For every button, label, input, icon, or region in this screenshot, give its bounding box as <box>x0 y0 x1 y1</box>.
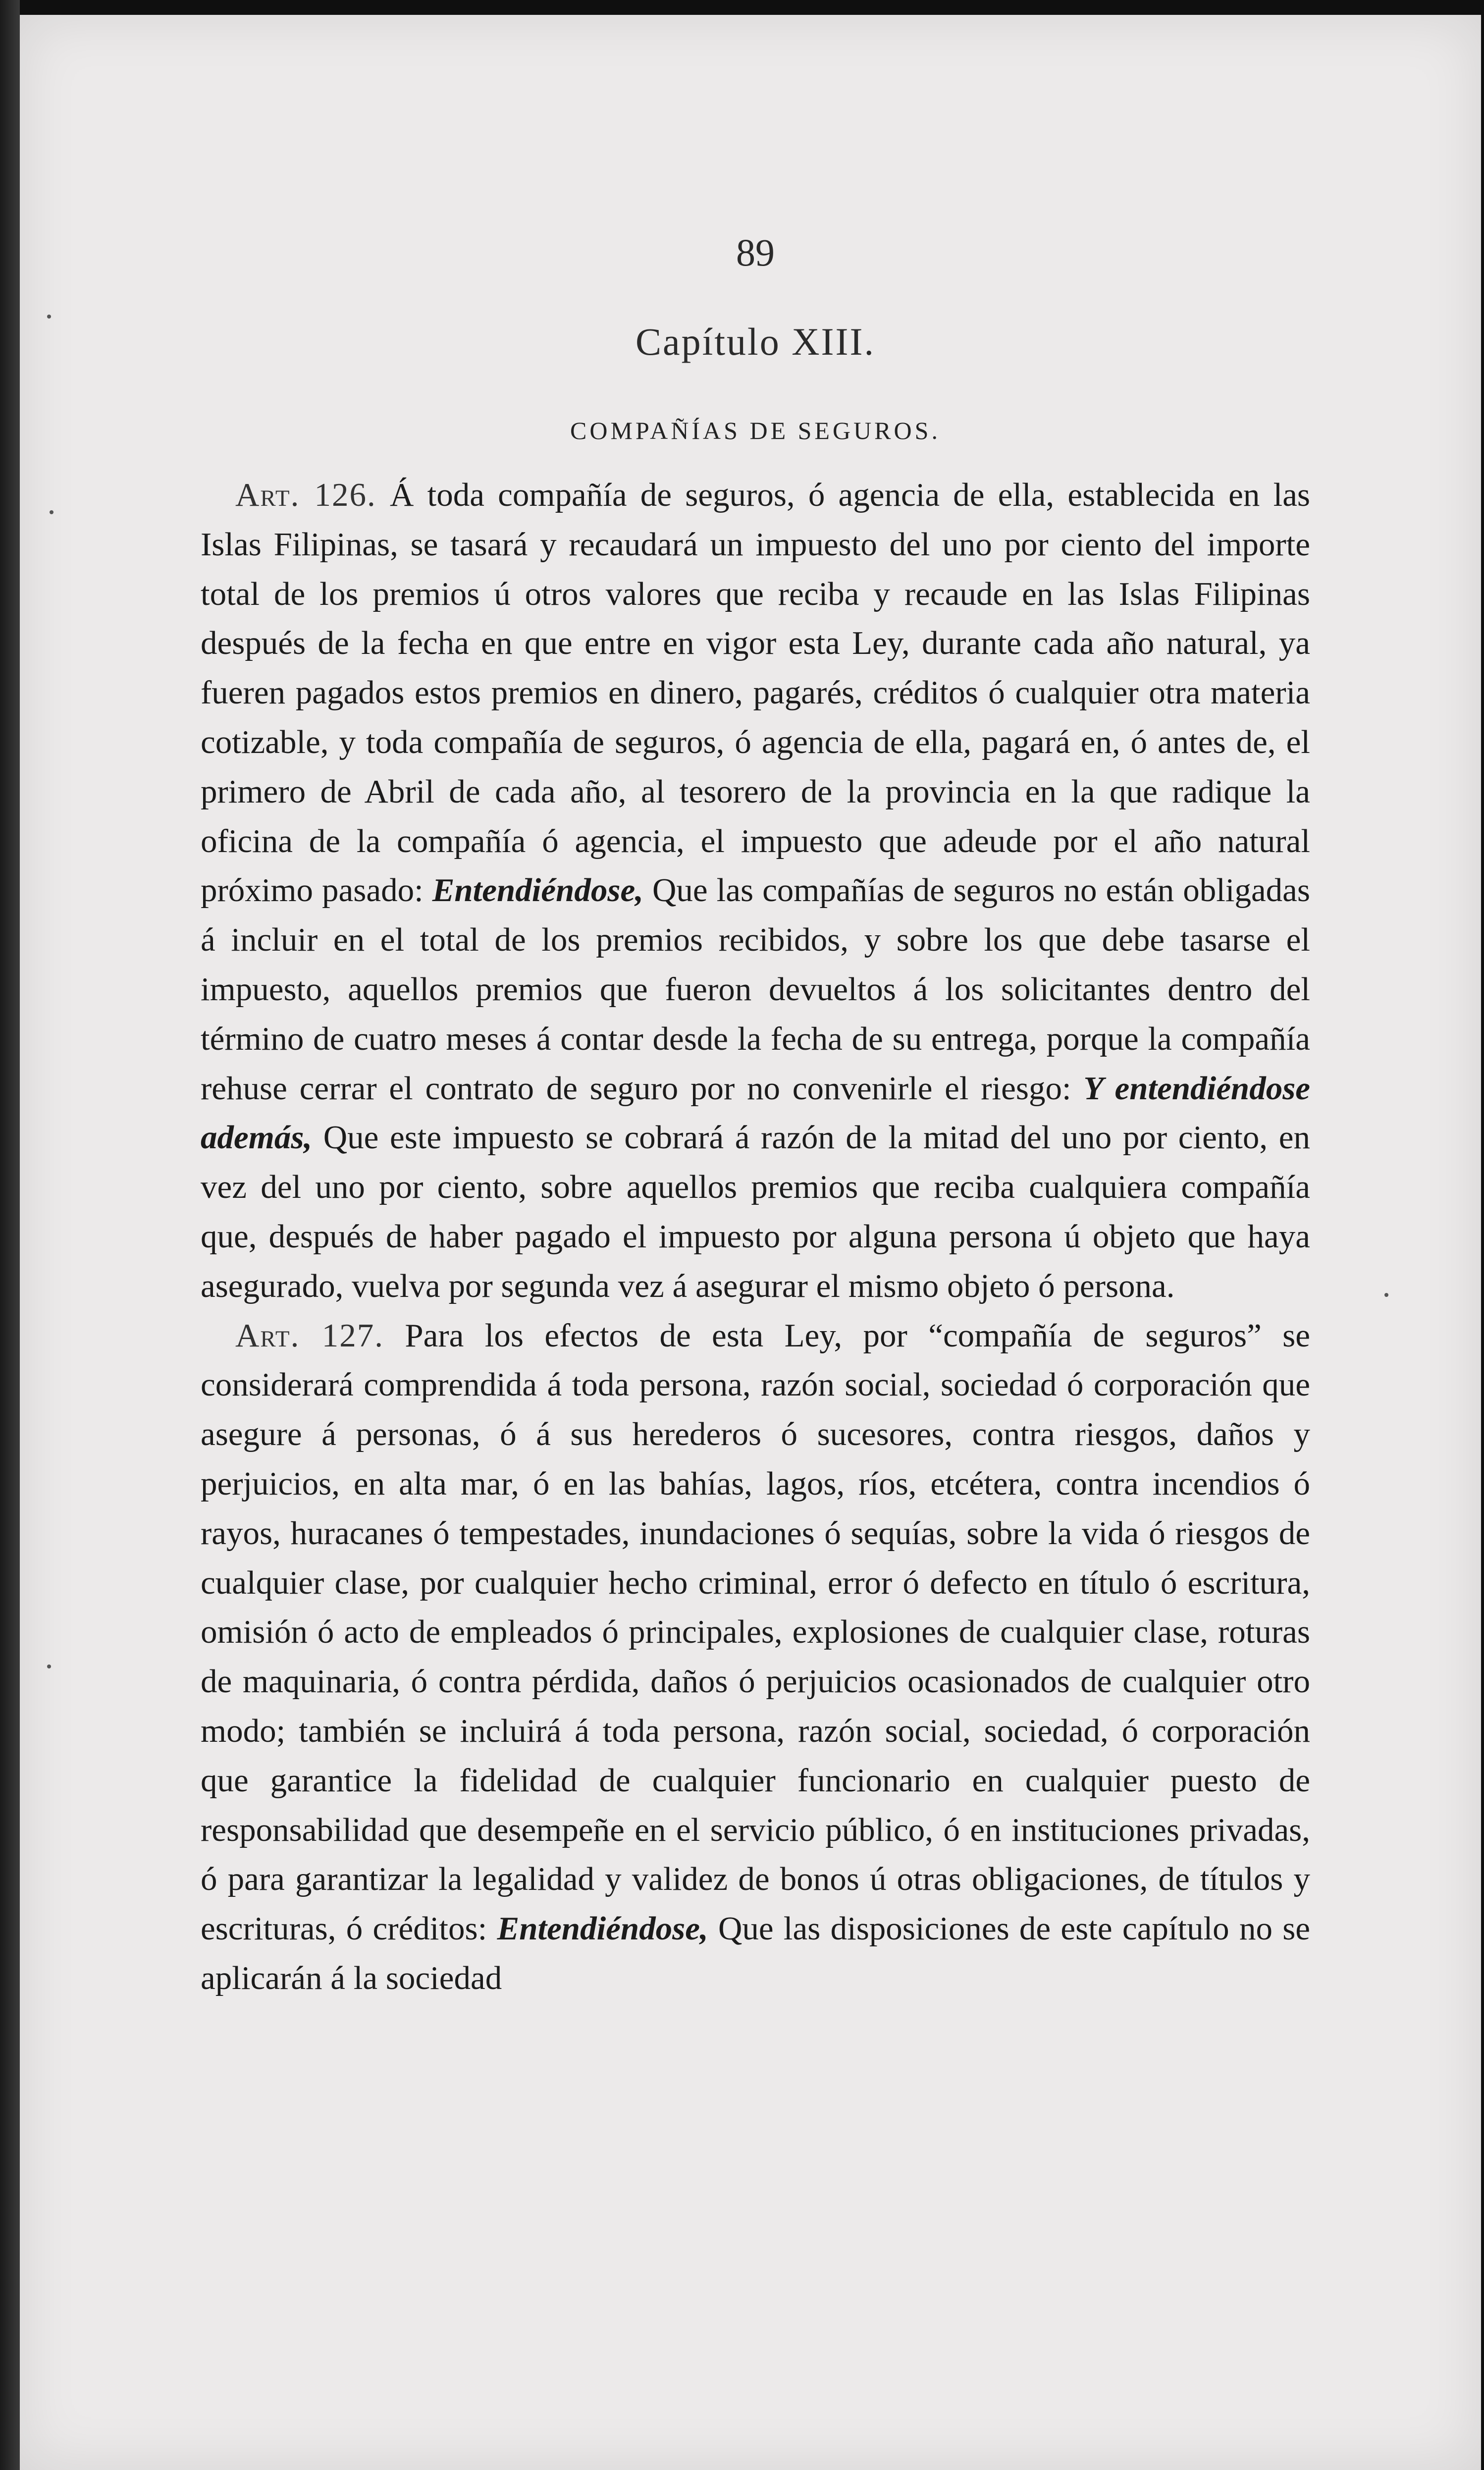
book-page <box>20 15 1481 2470</box>
article-127 <box>201 1311 1310 2003</box>
article-label: Art. 126. <box>235 477 376 513</box>
article-text: Que las disposiciones de este capítulo no se aplicarán á la sociedad <box>201 1910 1311 1996</box>
margin-mark <box>1384 1293 1388 1297</box>
article-text: Que las compañías de seguros no están obligadas á incluir en el total de los premios recibidos, y sobre los que debe tasarse el impuesto, aquellos premios que fueron devueltos á los solicitantes dentro del término de cuatro meses á contar desde la fecha de su entrega, porque la compañía rehuse cerrar el contrato de seguro por no convenirle el riesgo: <box>201 872 1310 1107</box>
article-text: Que este impuesto se cobrará á razón de la mitad del uno por ciento, en vez del uno por ciento, sobre aquellos premios que reciba cualquiera compañía que, después de haber pagado el impuesto por alguna persona ú objeto que haya asegurado, vuelva por segunda vez á asegurar el mismo objeto ó persona. <box>201 1119 1310 1304</box>
proviso-emphasis: Y entendiéndose además, <box>201 1070 1311 1156</box>
margin-mark <box>47 315 51 319</box>
article-text: Á toda compañía de seguros, ó agencia de ella, establecida en las Islas Filipinas, se tasará y recaudará un impuesto del uno por ciento del importe total de los premios ú otros valores que reciba y recaude en las Islas Filipinas después de la fecha en que entre en vigor esta Ley, durante cada año natural, ya fueren pagados estos premios en dinero, pagarés, créditos ó cualquier otra materia cotizable, y toda compañía de seguros, ó agencia de ella, pagará en, ó antes de, el primero de Abril de cada año, al tesorero de la provincia en la que radique la oficina de la compañía ó agencia, el impuesto que adeude por el año natural próximo pasado: <box>201 477 1310 909</box>
scan-left-edge <box>0 0 20 2470</box>
article-label: Art. 127. <box>235 1317 384 1354</box>
body-text <box>201 471 1310 2003</box>
article-text: Para los efectos de esta Ley, por “compañía de seguros” se considerará comprendida á toda persona, razón social, sociedad ó corporación que asegure á personas, ó á sus herederos ó sucesores, contra riesgos, daños y perjuicios, en alta mar, ó en las bahías, lagos, ríos, etcétera, contra incendios ó rayos, huracanes ó tempestades, inundaciones ó sequías, sobre la vida ó riesgos de cualquier clase, por cualquier hecho criminal, error ó defecto en título ó escritura, omisión ó acto de empleados ó principales, explosiones de cualquier clase, roturas de maquinaria, ó contra pérdida, daños ó perjuicios ocasionados de cualquier otro modo; también se incluirá á toda persona, razón social, sociedad, ó corporación que garantice la fidelidad de cualquier funcionario en cualquier puesto de responsabilidad que desempeñe en el servicio público, ó en instituciones privadas, ó para garantizar la legalidad y validez de bonos ú otras obligaciones, de títulos y escrituras, ó créditos: <box>201 1317 1310 1947</box>
section-title: COMPAÑÍAS DE SEGUROS. <box>570 417 941 444</box>
margin-mark <box>50 510 53 514</box>
chapter-title: Capítulo XIII. <box>636 320 875 363</box>
margin-mark <box>47 1665 51 1668</box>
proviso-emphasis: Entendiéndose, <box>432 872 643 909</box>
page-number: 89 <box>736 231 775 274</box>
article-126 <box>201 471 1310 1311</box>
proviso-emphasis: Entendiéndose, <box>497 1910 708 1947</box>
